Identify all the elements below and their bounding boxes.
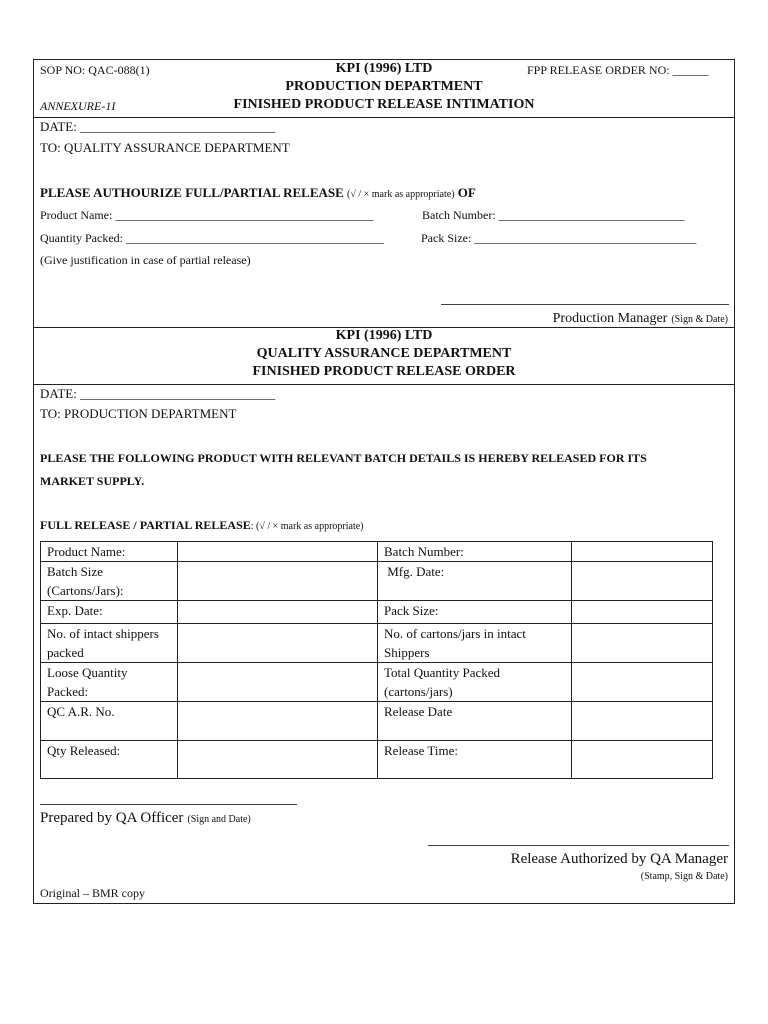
table-value-cell[interactable] xyxy=(178,702,378,741)
table-row xyxy=(41,663,713,702)
pack-size-field[interactable]: Pack Size: _____________________________________ xyxy=(421,231,697,245)
authorize-mark: (√ / × mark as appropriate) xyxy=(347,189,455,200)
table-label-cell xyxy=(378,601,572,624)
production-manager-note: (Sign & Date) xyxy=(671,314,728,325)
cell-label-line: No. of intact shippers xyxy=(47,626,159,641)
table-row xyxy=(41,741,713,779)
cell-label-line: Qty Released: xyxy=(47,743,121,758)
table-label-cell xyxy=(41,601,178,624)
release-form xyxy=(33,59,735,904)
cell-label-line: Loose Quantity xyxy=(47,665,128,680)
production-manager-signature-line[interactable] xyxy=(441,304,729,305)
divider xyxy=(34,384,734,385)
order-title: FINISHED PRODUCT RELEASE ORDER xyxy=(252,364,516,379)
table-value-cell[interactable] xyxy=(572,601,713,624)
authorize-main: PLEASE AUTHOURIZE FULL/PARTIAL RELEASE xyxy=(40,185,344,200)
table-label-cell xyxy=(378,663,572,702)
cell-label-line: QC A.R. No. xyxy=(47,704,115,719)
qa-manager-signature-note: (Stamp, Sign & Date) xyxy=(640,871,728,882)
copy-note: Original – BMR copy xyxy=(40,886,145,900)
cell-label-line: Release Time: xyxy=(384,743,459,758)
cell-label-line: No. of cartons/jars in intact xyxy=(384,626,526,641)
order-company-name: KPI (1996) LTD xyxy=(335,328,433,343)
table-value-cell[interactable] xyxy=(178,542,378,562)
fpp-release-order-number: FPP RELEASE ORDER NO: ______ xyxy=(527,63,709,77)
intimation-date: DATE: ______________________________ xyxy=(40,119,276,134)
release-type: FULL RELEASE / PARTIAL RELEASE xyxy=(40,518,251,532)
cell-label-line: (cartons/jars) xyxy=(384,684,453,699)
table-label-cell xyxy=(41,542,178,562)
table-value-cell[interactable] xyxy=(572,741,713,779)
table-row xyxy=(41,601,713,624)
table-value-cell[interactable] xyxy=(178,663,378,702)
justification-note: (Give justification in case of partial release) xyxy=(40,253,251,267)
cell-label-line: Batch Number: xyxy=(384,544,464,559)
table-value-cell[interactable] xyxy=(572,663,713,702)
table-label-cell xyxy=(378,702,572,741)
table-value-cell[interactable] xyxy=(178,741,378,779)
table-row xyxy=(41,702,713,741)
table-value-cell[interactable] xyxy=(572,562,713,601)
cell-label-line: Shippers xyxy=(384,645,430,660)
cell-label-line: Pack Size: xyxy=(384,603,439,618)
table-label-cell xyxy=(378,542,572,562)
table-label-cell xyxy=(41,624,178,663)
quantity-packed-field[interactable]: Quantity Packed: ___________________________________________ xyxy=(40,231,384,245)
table-label-cell xyxy=(41,702,178,741)
table-label-cell xyxy=(41,562,178,601)
table-value-cell[interactable] xyxy=(572,702,713,741)
intimation-to: TO: QUALITY ASSURANCE DEPARTMENT xyxy=(40,140,290,155)
table-label-cell xyxy=(378,562,572,601)
company-name: KPI (1996) LTD xyxy=(335,61,433,76)
qa-manager-signature-label: Release Authorized by QA Manager xyxy=(510,851,728,867)
annexure-label: ANNEXURE-1I xyxy=(40,99,116,113)
cell-label-line: Total Quantity Packed xyxy=(384,665,501,680)
cell-label-line: Mfg. Date: xyxy=(384,564,445,579)
table-value-cell[interactable] xyxy=(572,624,713,663)
prepared-by-label: Prepared by QA Officer xyxy=(40,810,184,826)
department-name: PRODUCTION DEPARTMENT xyxy=(285,79,483,94)
qa-officer-signature-line[interactable] xyxy=(40,804,297,805)
production-manager-label: Production Manager xyxy=(552,311,668,326)
authorize-of: OF xyxy=(457,185,476,200)
qa-officer-signature-label xyxy=(40,809,251,827)
release-type-statement xyxy=(40,518,364,533)
order-date: DATE: ______________________________ xyxy=(40,386,276,401)
table-row xyxy=(41,624,713,663)
cell-label-line: Release Date xyxy=(384,704,453,719)
prepared-by-note: (Sign and Date) xyxy=(187,814,251,825)
table-label-cell xyxy=(41,663,178,702)
cell-label-line: Exp. Date: xyxy=(47,603,103,618)
cell-label-line: Product Name: xyxy=(47,544,126,559)
authorize-statement xyxy=(40,185,476,201)
form-title: FINISHED PRODUCT RELEASE INTIMATION xyxy=(233,97,535,112)
table-label-cell xyxy=(378,624,572,663)
release-statement-line2: MARKET SUPPLY. xyxy=(40,474,145,488)
cell-label-line: (Cartons/Jars): xyxy=(47,583,124,598)
batch-number-field[interactable]: Batch Number: _______________________________ xyxy=(422,208,685,222)
table-value-cell[interactable] xyxy=(178,562,378,601)
table-row xyxy=(41,562,713,601)
sop-number: SOP NO: QAC-088(1) xyxy=(40,63,150,77)
order-department-name: QUALITY ASSURANCE DEPARTMENT xyxy=(256,346,512,361)
cell-label-line: Packed: xyxy=(47,684,89,699)
table-value-cell[interactable] xyxy=(178,624,378,663)
production-manager-signature-label xyxy=(553,309,728,327)
release-statement-line1: PLEASE THE FOLLOWING PRODUCT WITH RELEVANT BATCH DETAILS IS HEREBY RELEASED FOR ITS xyxy=(40,451,647,465)
release-mark: : (√ / × mark as appropriate) xyxy=(250,521,364,532)
table-value-cell[interactable] xyxy=(572,542,713,562)
qa-manager-signature-line[interactable] xyxy=(428,845,729,846)
table-label-cell xyxy=(41,741,178,779)
table-value-cell[interactable] xyxy=(178,601,378,624)
table-row xyxy=(41,542,713,562)
product-name-field[interactable]: Product Name: ___________________________________________ xyxy=(40,208,374,222)
table-label-cell xyxy=(378,741,572,779)
order-to: TO: PRODUCTION DEPARTMENT xyxy=(40,406,237,421)
cell-label-line: packed xyxy=(47,645,84,660)
batch-details-table xyxy=(40,541,713,779)
divider xyxy=(34,117,734,118)
cell-label-line: Batch Size xyxy=(47,564,103,579)
